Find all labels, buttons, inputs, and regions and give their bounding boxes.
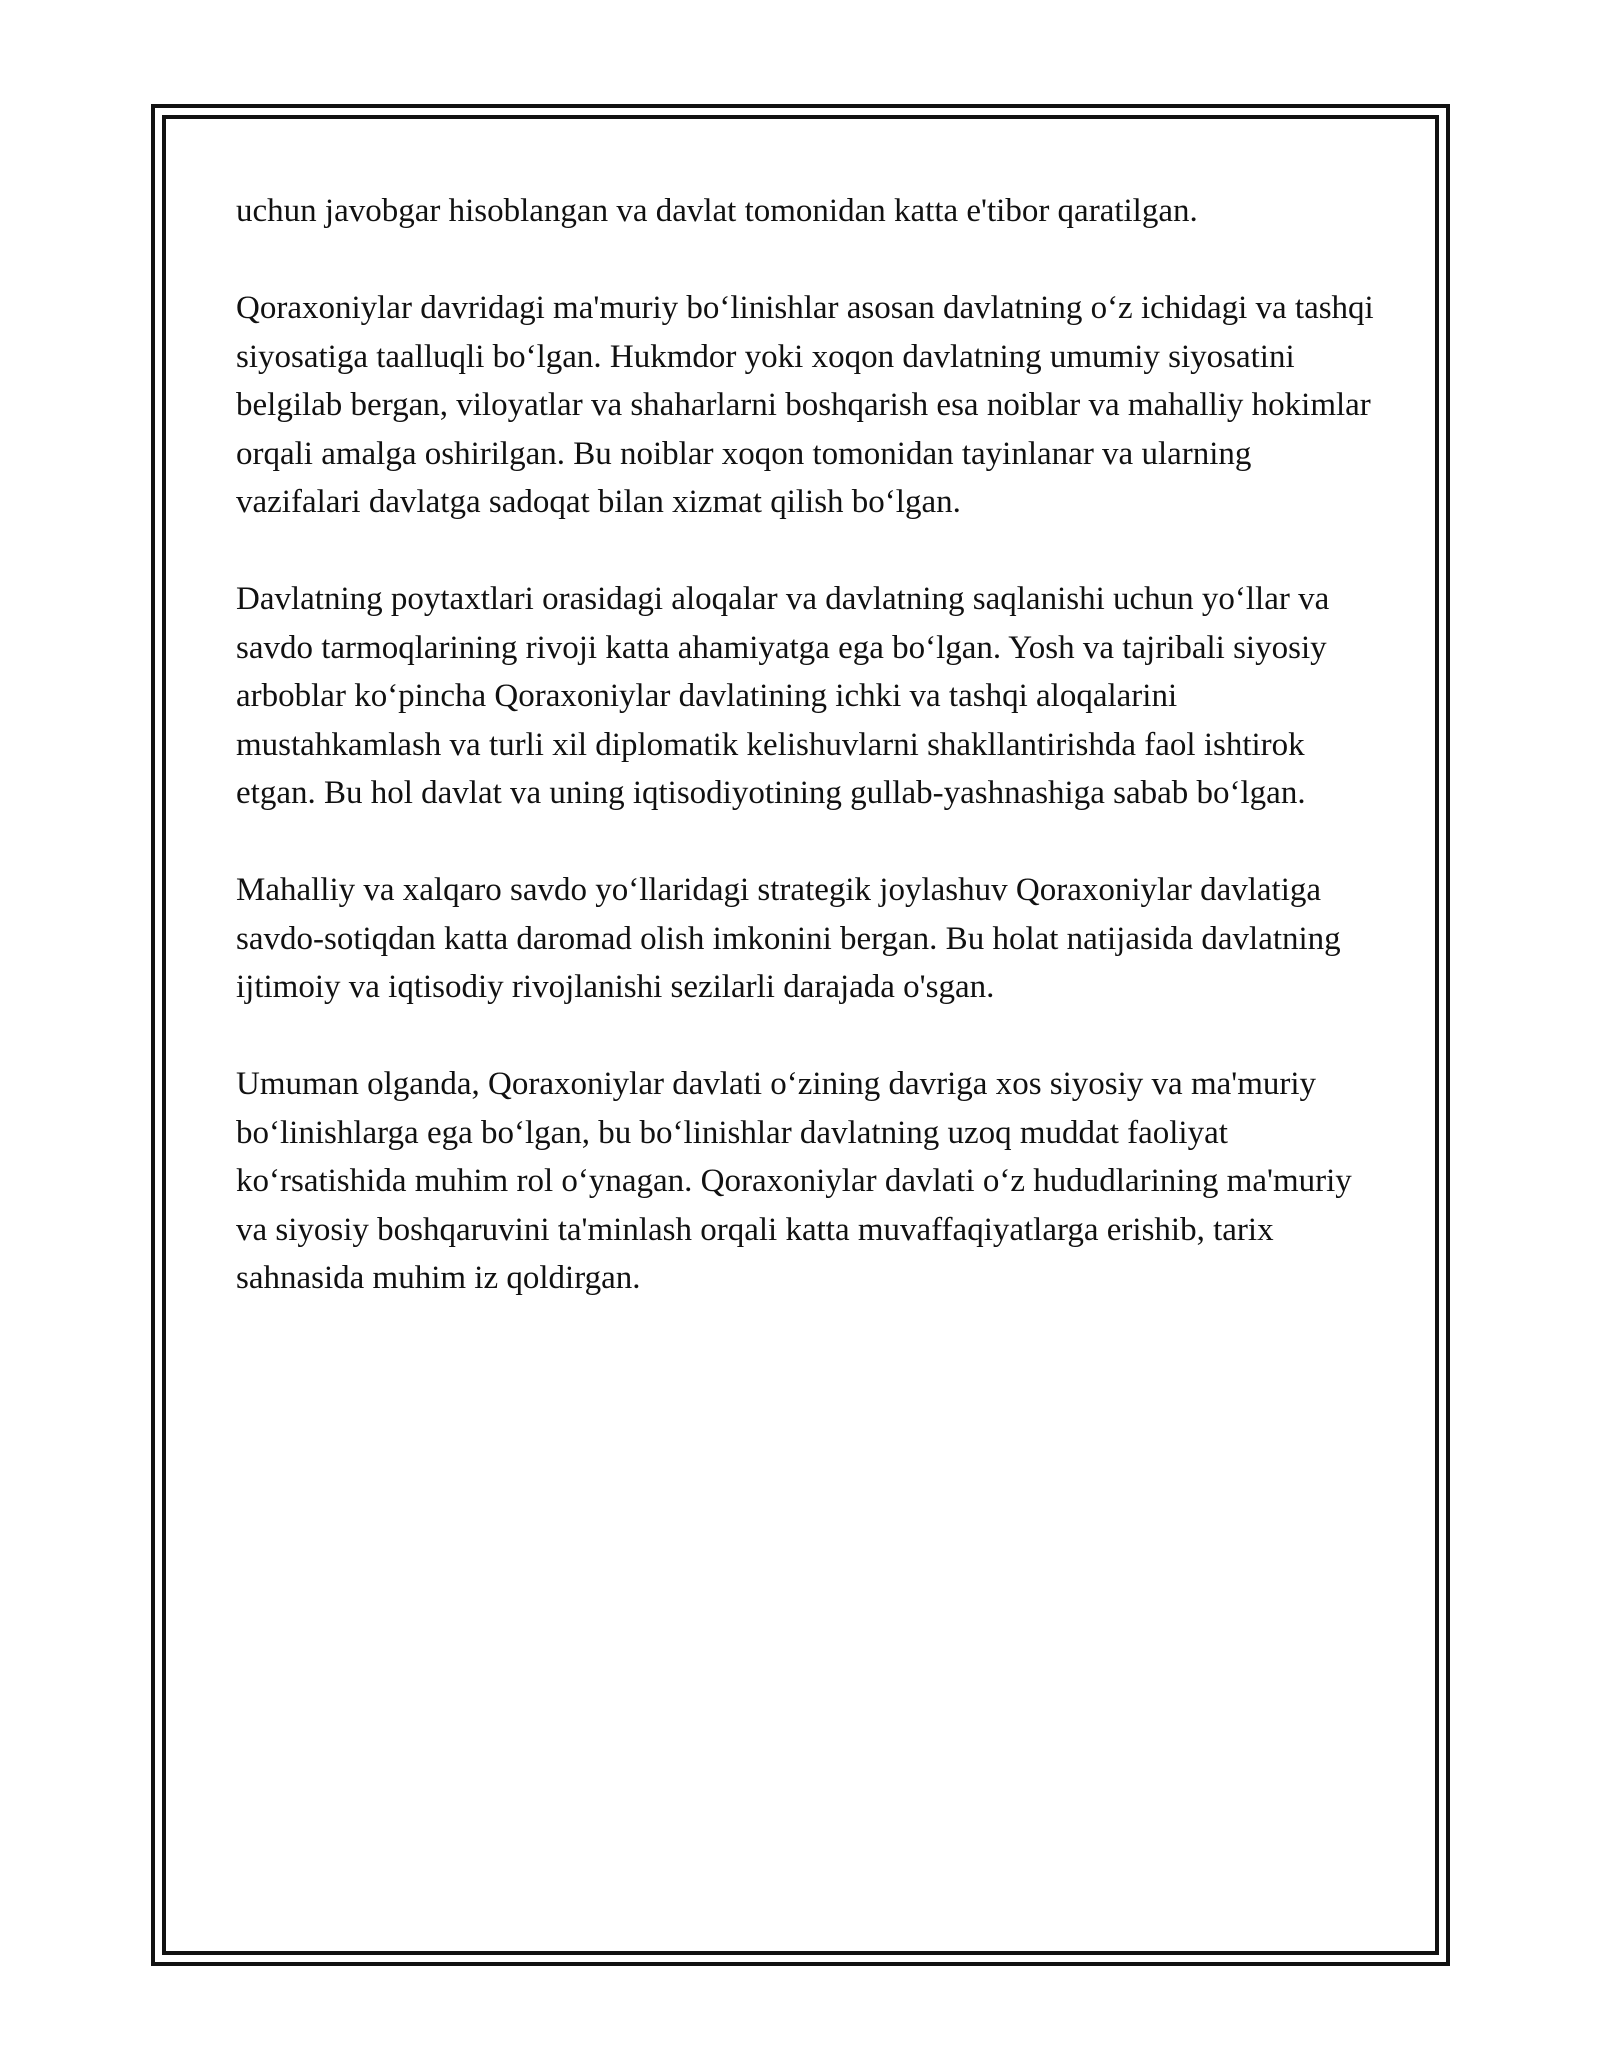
paragraph-3: Davlatning poytaxtlari orasidagi aloqalar va davlatning saqlanishi uchun yoʻllar va savdo tarmoqlarining rivoji katta ahamiyatga ega boʻlgan. Yosh va tajribali siyosiy arboblar koʻpincha Qoraxoniylar davlatining ichki va tashqi aloqalarini mustahkamlash va turli xil diplomatik kelishuvlarni shakllantirishda faol ishtirok etgan. Bu hol davlat va uning iqtisodiyotining gullab-yashnashiga sabab boʻlgan. [236,581,1330,811]
document-body [236,187,1376,1351]
paragraph-1: uchun javobgar hisoblangan va davlat tomonidan katta e'tibor qaratilgan. [236,193,1198,229]
paragraph-2: Qoraxoniylar davridagi ma'muriy boʻlinishlar asosan davlatning oʻz ichidagi va tashqi siyosatiga taalluqli boʻlgan. Hukmdor yoki xoqon davlatning umumiy siyosatini belgilab bergan, viloyatlar va shaharlarni boshqarish esa noiblar va mahalliy hokimlar orqali amalga oshirilgan. Bu noiblar xoqon tomonidan tayinlanar va ularning vazifalari davlatga sadoqat bilan xizmat qilish boʻlgan. [236,290,1374,520]
paragraph-5: Umuman olganda, Qoraxoniylar davlati oʻzining davriga xos siyosiy va ma'muriy boʻlinishlarga ega boʻlgan, bu boʻlinishlar davlatning uzoq muddat faoliyat koʻrsatishida muhim rol oʻynagan. Qoraxoniylar davlati oʻz hududlarining ma'muriy va siyosiy boshqaruvini ta'minlash orqali katta muvaffaqiyatlarga erishib, tarix sahnasida muhim iz qoldirgan. [236,1066,1352,1296]
paragraph-4: Mahalliy va xalqaro savdo yoʻllaridagi strategik joylashuv Qoraxoniylar davlatiga savdo-sotiqdan katta daromad olish imkonini bergan. Bu holat natijasida davlatning ijtimoiy va iqtisodiy rivojlanishi sezilarli darajada o'sgan. [236,872,1341,1005]
